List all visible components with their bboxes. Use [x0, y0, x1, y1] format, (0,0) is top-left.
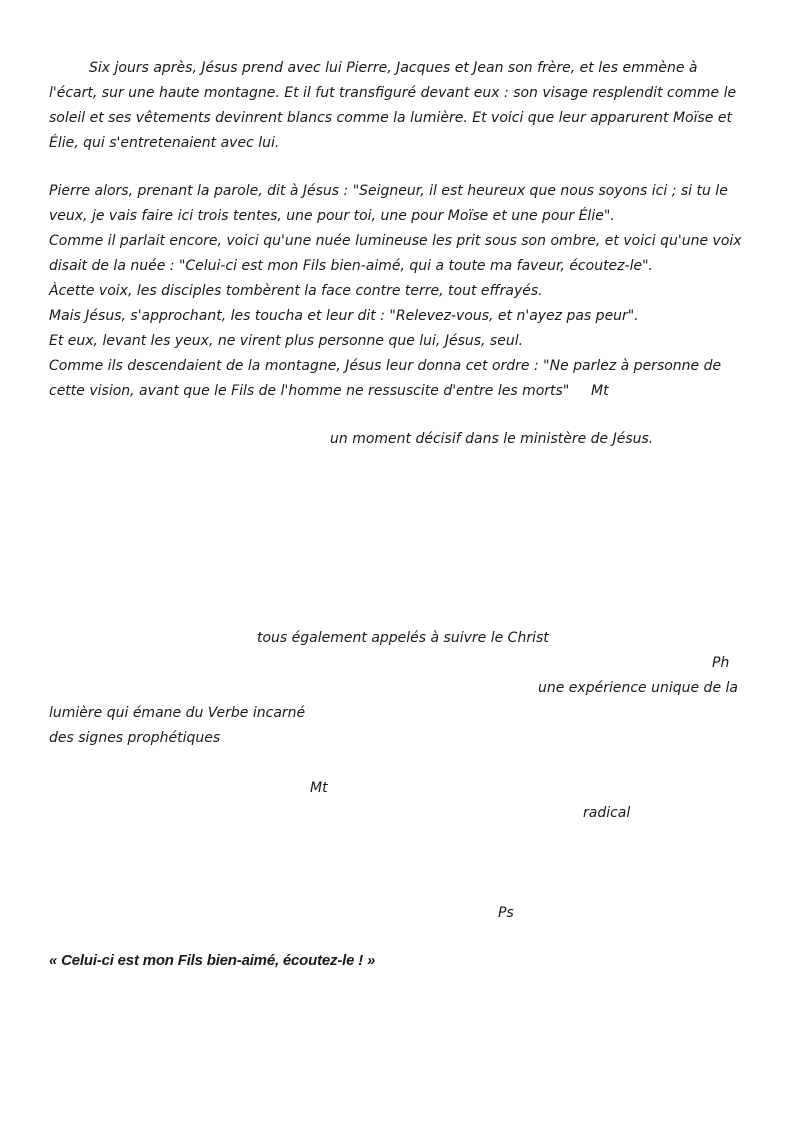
fragment-mt: Mt: [310, 780, 328, 796]
fragment-radical: radical: [583, 805, 631, 821]
reading-line-7: Comme il parlait encore, voici qu'une nuée lumineuse les prit sous son ombre, et voici qu'une voix: [49, 233, 742, 249]
closing-quote: « Celui-ci est mon Fils bien-aimé, écoutez-le ! »: [49, 952, 376, 969]
reading-line-10: Mais Jésus, s'approchant, les toucha et leur dit : "Relevez-vous, et n'ayez pas peur".: [49, 308, 639, 324]
reading-line-12: Comme ils descendaient de la montagne, Jésus leur donna cet ordre : "Ne parlez à personne de: [49, 358, 722, 374]
reading-line-6: veux, je vais faire ici trois tentes, une pour toi, une pour Moïse et une pour Élie".: [49, 208, 615, 224]
reading-line-2: l'écart, sur une haute montagne. Et il fut transfiguré devant eux : son visage resplendit comme le: [49, 85, 737, 101]
fragment-ps: Ps: [498, 905, 514, 921]
fragment-lumiere: lumière qui émane du Verbe incarné: [49, 705, 306, 721]
fragment-signes: des signes prophétiques: [49, 730, 221, 746]
reading-line-4: Élie, qui s'entretenaient avec lui.: [49, 135, 280, 151]
reading-line-11: Et eux, levant les yeux, ne virent plus personne que lui, Jésus, seul.: [49, 333, 524, 349]
fragment-experience: une expérience unique de la: [538, 680, 738, 696]
reading-line-5: Pierre alors, prenant la parole, dit à Jésus : "Seigneur, il est heureux que nous soyons ici ; si tu le: [49, 183, 728, 199]
reading-line-3: soleil et ses vêtements devinrent blancs comme la lumière. Et voici que leur apparurent Moïse et: [49, 110, 732, 126]
reading-line-9: Àcette voix, les disciples tombèrent la face contre terre, tout effrayés.: [49, 283, 543, 299]
reading-line-1: Six jours après, Jésus prend avec lui Pierre, Jacques et Jean son frère, et les emmène à: [89, 60, 698, 76]
fragment-ph: Ph: [712, 655, 730, 671]
reading-line-13: cette vision, avant que le Fils de l'homme ne ressuscite d'entre les morts": [49, 383, 570, 399]
reading-line-8: disait de la nuée : "Celui-ci est mon Fils bien-aimé, qui a toute ma faveur, écoutez-le".: [49, 258, 653, 274]
reading-reference: Mt: [591, 383, 609, 399]
fragment-appeles: tous également appelés à suivre le Christ: [257, 630, 549, 646]
fragment-moment: un moment décisif dans le ministère de Jésus.: [330, 431, 654, 447]
